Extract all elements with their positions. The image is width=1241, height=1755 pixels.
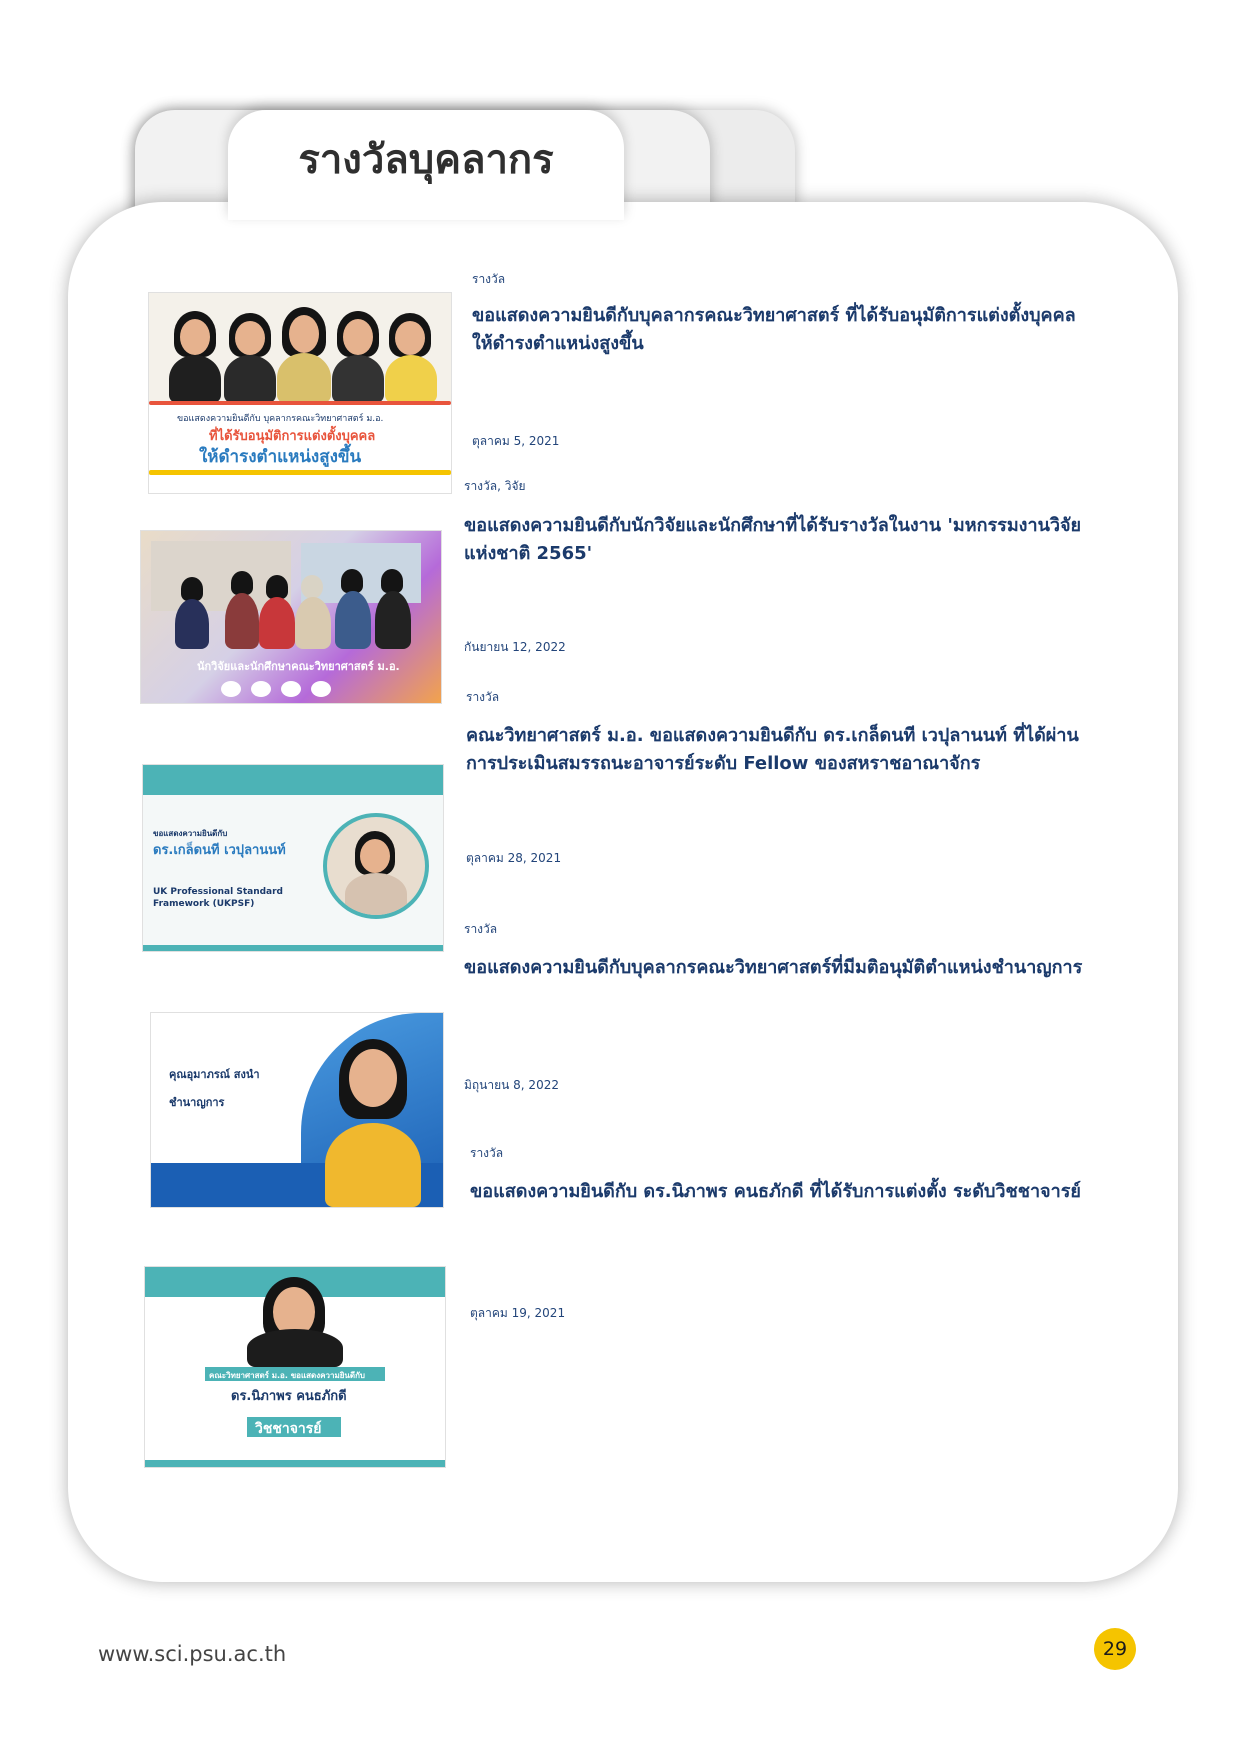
post-title[interactable]: ขอแสดงความยินดีกับ ดร.นิภาพร คนธภักดี ที่ได้รับการแต่งตั้ง ระดับวิชชาจารย์ bbox=[470, 1181, 1081, 1202]
post-title[interactable]: ขอแสดงความยินดีกับบุคลากรคณะวิทยาศาสตร์ที่มีมติอนุมัติตำแหน่งชำนาญการ bbox=[464, 957, 1083, 978]
page-number-badge: 29 bbox=[1094, 1628, 1136, 1670]
post-thumbnail[interactable] bbox=[150, 1012, 444, 1208]
post-title[interactable]: ขอแสดงความยินดีกับบุคลากรคณะวิทยาศาสตร์ ที่ได้รับอนุมัติการแต่งตั้งบุคคลให้ดำรงตำแหน่งสูงขึ้น bbox=[472, 305, 1076, 354]
post-thumbnail[interactable] bbox=[140, 530, 442, 704]
post-category[interactable]: รางวัล bbox=[470, 1146, 504, 1160]
thumbnail-caption: Framework (UKPSF) bbox=[153, 899, 255, 909]
thumbnail-caption: ขอแสดงความยินดีกับ บุคลากรคณะวิทยาศาสตร์ ม.อ. bbox=[177, 414, 384, 424]
post-thumbnail[interactable] bbox=[148, 292, 452, 494]
thumbnail-caption: ขอแสดงความยินดีกับ bbox=[153, 829, 228, 838]
post-title[interactable]: ขอแสดงความยินดีกับนักวิจัยและนักศึกษาที่ได้รับรางวัลในงาน 'มหกรรมงานวิจัยแห่งชาติ 2565' bbox=[464, 515, 1082, 564]
post-category[interactable]: รางวัล bbox=[472, 272, 506, 286]
post-date: กันยายน 12, 2022 bbox=[464, 640, 566, 654]
post-category[interactable]: รางวัล bbox=[466, 690, 500, 704]
thumbnail-caption: คุณอุมาภรณ์ สงนำ bbox=[169, 1068, 260, 1081]
thumbnail-caption: คณะวิทยาศาสตร์ ม.อ. ขอแสดงความยินดีกับ bbox=[209, 1371, 365, 1380]
thumbnail-caption: ให้ดำรงตำแหน่งสูงขึ้น bbox=[199, 447, 362, 467]
section-title: รางวัลบุคลากร bbox=[298, 137, 554, 183]
post-title[interactable]: คณะวิทยาศาสตร์ ม.อ. ขอแสดงความยินดีกับ ดร.เกล็ดนที เวปุลานนท์ ที่ได้ผ่านการประเมินสมรรถนะอาจารย์ระดับ Fellow ของสหราชอาณาจักร bbox=[466, 725, 1079, 774]
content-card bbox=[68, 202, 1178, 1582]
thumbnail-caption: ชำนาญการ bbox=[169, 1096, 225, 1109]
section-tab bbox=[228, 110, 624, 220]
thumbnail-caption: ดร.เกล็ดนที เวปุลานนท์ bbox=[153, 843, 286, 858]
thumbnail-caption: ที่ได้รับอนุมัติการแต่งตั้งบุคคล bbox=[209, 429, 376, 444]
post-date: ตุลาคม 5, 2021 bbox=[472, 434, 560, 448]
footer-url: www.sci.psu.ac.th bbox=[98, 1642, 287, 1666]
thumbnail-caption: ดร.นิภาพร คนธภักดี bbox=[231, 1389, 347, 1404]
post-thumbnail[interactable] bbox=[144, 1266, 446, 1468]
post-category[interactable]: รางวัล bbox=[464, 922, 498, 936]
thumbnail-caption: นักวิจัยและนักศึกษาคณะวิทยาศาสตร์ ม.อ. bbox=[197, 660, 400, 673]
post-thumbnail[interactable] bbox=[142, 764, 444, 952]
post-category[interactable]: รางวัล, วิจัย bbox=[464, 479, 526, 493]
post-date: ตุลาคม 19, 2021 bbox=[470, 1306, 566, 1320]
post-date: ตุลาคม 28, 2021 bbox=[466, 851, 562, 865]
thumbnail-caption: วิชชาจารย์ bbox=[255, 1421, 322, 1437]
post-date: มิถุนายน 8, 2022 bbox=[464, 1078, 559, 1092]
thumbnail-caption: UK Professional Standard bbox=[153, 887, 283, 897]
